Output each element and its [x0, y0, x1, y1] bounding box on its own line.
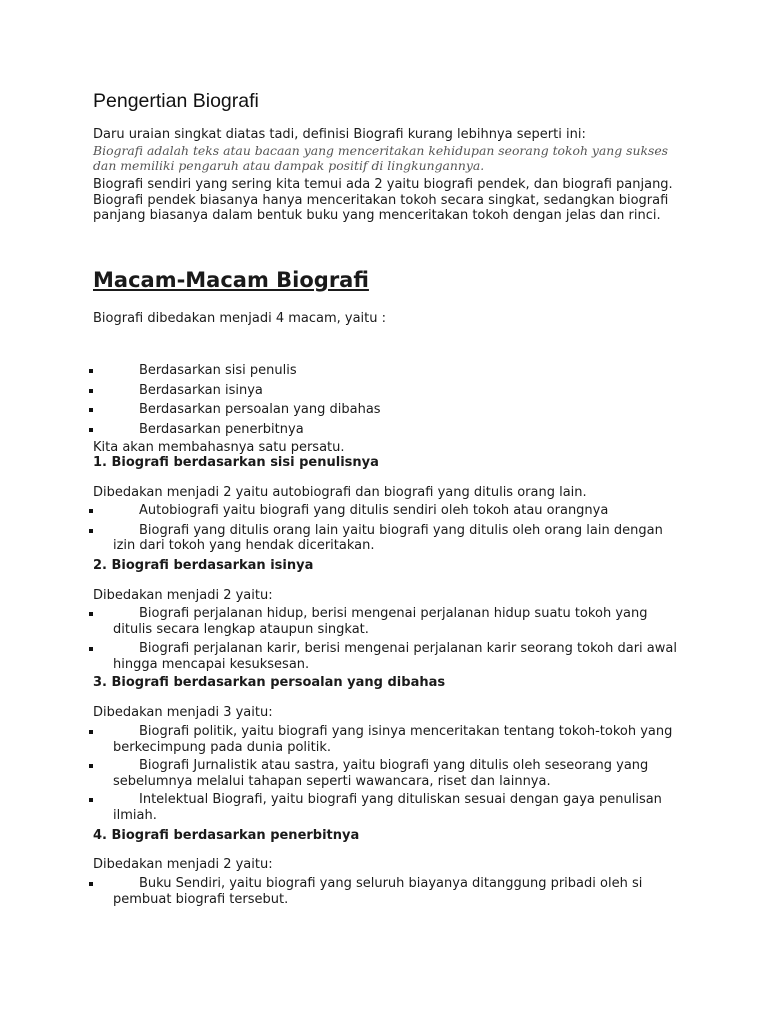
subsection-list	[93, 724, 678, 823]
list-item-text: Berdasarkan sisi penulis	[139, 363, 297, 378]
bullet-icon	[89, 369, 93, 373]
list-item	[93, 641, 678, 672]
bullet-icon	[89, 389, 93, 393]
list-item-text: Biografi yang ditulis orang lain yaitu biografi yang ditulis oleh orang lain dengan izin dari tokoh yang hendak diceritakan.	[113, 522, 663, 553]
bullet-icon	[89, 509, 93, 513]
list-item-text: Berdasarkan persoalan yang dibahas	[139, 402, 381, 418]
section-heading-types: Macam-Macam Biografi	[93, 268, 369, 292]
bullet-icon	[89, 798, 93, 802]
types-list	[93, 361, 678, 439]
bullet-icon	[89, 408, 93, 412]
subsection-intro: Dibedakan menjadi 3 yaitu:	[93, 705, 273, 720]
list-item	[93, 792, 678, 823]
list-item-text: Biografi politik, yaitu biografi yang isinya menceritakan tentang tokoh-tokoh yang berkecimpung pada dunia politik.	[113, 724, 673, 755]
list-item-text: Biografi perjalanan hidup, berisi mengenai perjalanan hidup suatu tokoh yang ditulis secara lengkap ataupun singkat.	[113, 606, 648, 637]
page-title: Pengertian Biografi	[93, 90, 259, 112]
list-item	[93, 758, 678, 789]
list-item	[93, 381, 678, 401]
bullet-icon	[89, 428, 93, 432]
list-item	[93, 361, 678, 381]
bullet-icon	[89, 764, 93, 768]
subsection-intro: Dibedakan menjadi 2 yaitu:	[93, 857, 273, 872]
list-item	[93, 876, 678, 907]
transition-text: Kita akan membahasnya satu persatu.	[93, 440, 345, 455]
subsection-heading: 1. Biografi berdasarkan sisi penulisnya	[93, 455, 379, 470]
subsection-list	[93, 606, 678, 672]
bullet-icon	[89, 647, 93, 651]
list-item	[93, 420, 678, 440]
subsection-list	[93, 503, 678, 554]
definition-quote: Biografi adalah teks atau bacaan yang menceritakan kehidupan seorang tokoh yang sukses dan memiliki pengaruh atau dampak positif di lingkungannya.	[93, 142, 669, 173]
list-item-text: Berdasarkan penerbitnya	[139, 421, 304, 437]
list-item-text: Biografi perjalanan karir, berisi mengenai perjalanan karir seorang tokoh dari awal hingga mencapai kesuksesan.	[113, 641, 677, 672]
list-item	[93, 606, 678, 637]
list-item	[93, 523, 678, 554]
bullet-icon	[89, 612, 93, 616]
bullet-icon	[89, 529, 93, 533]
list-item	[93, 503, 678, 519]
subsection-heading: 2. Biografi berdasarkan isinya	[93, 558, 314, 573]
list-item-text: Intelektual Biografi, yaitu biografi yang dituliskan sesuai dengan gaya penulisan ilmiah.	[113, 792, 662, 823]
subsection-heading: 4. Biografi berdasarkan penerbitnya	[93, 828, 360, 843]
list-item-text: Buku Sendiri, yaitu biografi yang seluruh biayanya ditanggung pribadi oleh si pembuat biografi tersebut.	[113, 876, 643, 907]
list-item-text: Autobiografi yaitu biografi yang ditulis sendiri oleh tokoh atau orangnya	[139, 503, 609, 518]
definition-block	[93, 127, 678, 174]
bullet-icon	[89, 730, 93, 734]
subsection-heading: 3. Biografi berdasarkan persoalan yang dibahas	[93, 675, 446, 690]
list-item	[93, 400, 678, 420]
subsection-intro: Dibedakan menjadi 2 yaitu:	[93, 588, 273, 603]
biography-length-paragraph: Biografi sendiri yang sering kita temui ada 2 yaitu biografi pendek, dan biografi panjang. Biografi pendek biasanya hanya menceritakan tokoh secara singkat, sedangkan biografi panjang biasanya dalam bentuk buku yang menceritakan tokoh dengan jelas dan rinci.	[93, 177, 673, 223]
definition-lead: Daru uraian singkat diatas tadi, definisi Biografi kurang lebihnya seperti ini:	[93, 127, 586, 142]
bullet-icon	[89, 882, 93, 886]
subsection-intro: Dibedakan menjadi 2 yaitu autobiografi dan biografi yang ditulis orang lain.	[93, 485, 587, 500]
subsection-list	[93, 876, 678, 907]
list-item-text: Biografi Jurnalistik atau sastra, yaitu biografi yang ditulis oleh seseorang yang sebelumnya melalui tahapan seperti wawancara, riset dan lainnya.	[113, 758, 649, 789]
types-intro: Biografi dibedakan menjadi 4 macam, yaitu :	[93, 311, 387, 326]
list-item	[93, 724, 678, 755]
list-item-text: Berdasarkan isinya	[139, 382, 263, 398]
